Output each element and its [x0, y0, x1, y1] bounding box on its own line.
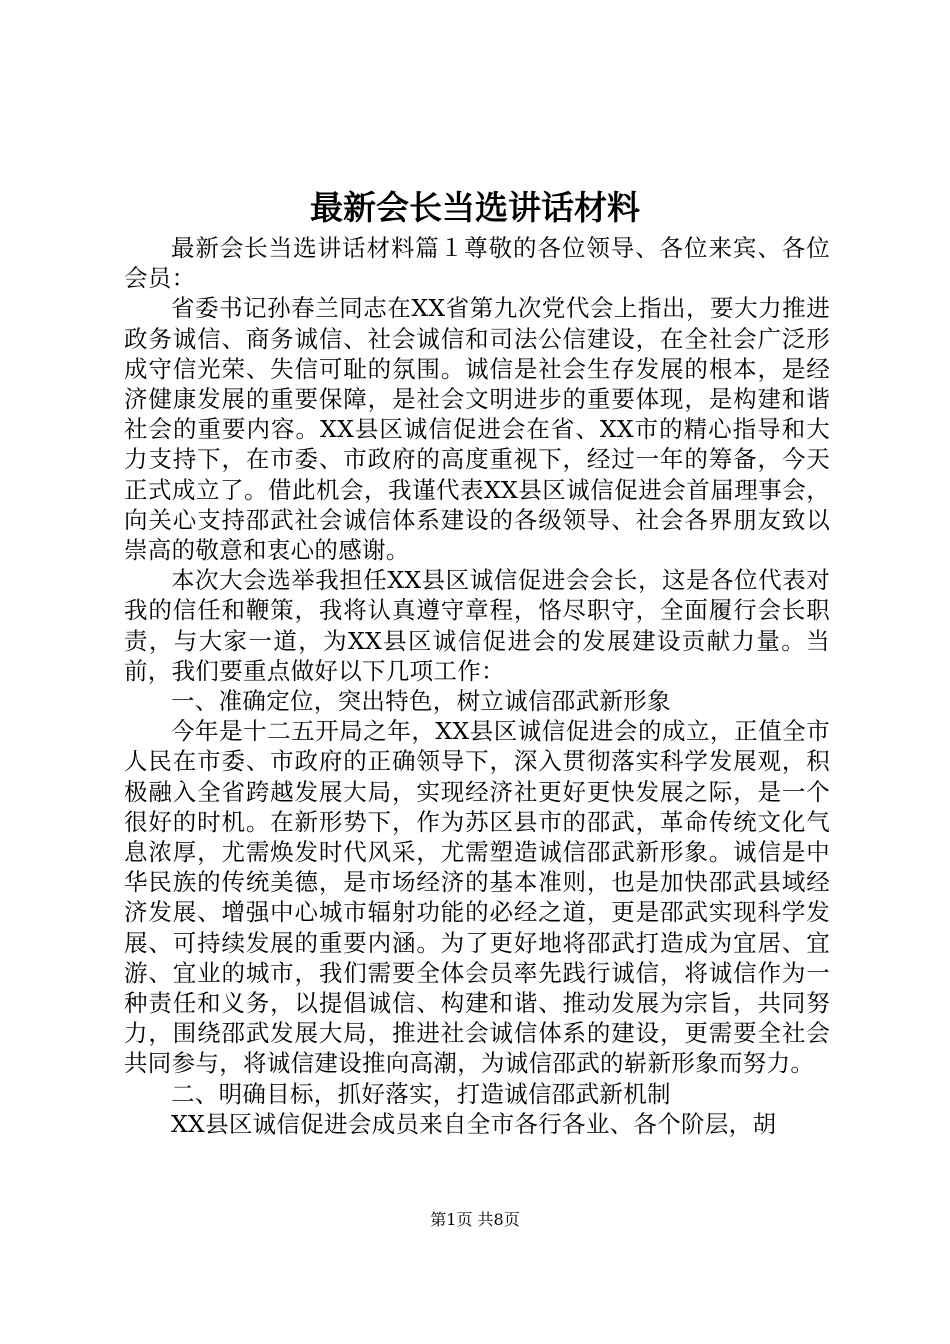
- document-title: 最新会长当选讲话材料: [310, 188, 640, 227]
- paragraph-section-one: 今年是十二五开局之年，XX县区诚信促进会的成立，正值全市人民在市委、市政府的正确领导下，深入贯彻落实科学发展观，积极融入全省跨越发展大局，实现经济社更好更快发展之际，是一个很好的时机。在新形势下，作为苏区县市的邵武，革命传统文化气息浓厚，尤需焕发时代风采，尤需塑造诚信邵武新形象。诚信是中华民族的传统美德，是市场经济的基本准则，也是加快邵武县域经济发展、增强中心城市辐射功能的必经之道，更是邵武实现科学发展、可持续发展的重要内涵。为了更好地将邵武打造成为宜居、宜游、宜业的城市，我们需要全体会员率先践行诚信，将诚信作为一种责任和义务，以提倡诚信、构建和谐、推动发展为宗旨，共同努力，围绕邵武发展大局，推进社会诚信体系的建设，更需要全社会共同参与，将诚信建设推向高潮，为诚信邵武的崭新形象而努力。: [124, 717, 830, 1078]
- paragraph-greeting: 最新会长当选讲话材料篇１尊敬的各位领导、各位来宾、各位会员：: [124, 234, 830, 293]
- document-body: [124, 233, 830, 1139]
- paragraph-introduction: 省委书记孙春兰同志在XX省第九次党代会上指出，要大力推进政务诚信、商务诚信、社会诚信和司法公信建设，在全社会广泛形成守信光荣、失信可耻的氛围。诚信是社会生存发展的根本，是经济健康发展的重要保障，是社会文明进步的重要体现，是构建和谐社会的重要内容。XX县区诚信促进会在省、XX市的精心指导和大力支持下，在市委、市政府的高度重视下，经过一年的筹备，今天正式成立了。借此机会，我谨代表XX县区诚信促进会首届理事会，向关心支持邵武社会诚信体系建设的各级领导、社会各界朋友致以崇高的敬意和衷心的感谢。: [124, 294, 830, 565]
- section-heading-two: 二、明确目标，抓好落实，打造诚信邵武新机制: [171, 1079, 671, 1108]
- paragraph-election: 本次大会选举我担任XX县区诚信促进会会长，这是各位代表对我的信任和鞭策，我将认真遵守章程，恪尽职守，全面履行会长职责，与大家一道，为XX县区诚信促进会的发展建设贡献力量。当前，我们要重点做好以下几项工作：: [124, 566, 830, 685]
- section-heading-one: 一、准确定位，突出特色，树立诚信邵武新形象: [171, 687, 671, 716]
- paragraph-section-two: XX县区诚信促进会成员来自全市各行各业、各个阶层，胡: [171, 1109, 777, 1138]
- page-footer: 第1页 共8页: [430, 1210, 520, 1229]
